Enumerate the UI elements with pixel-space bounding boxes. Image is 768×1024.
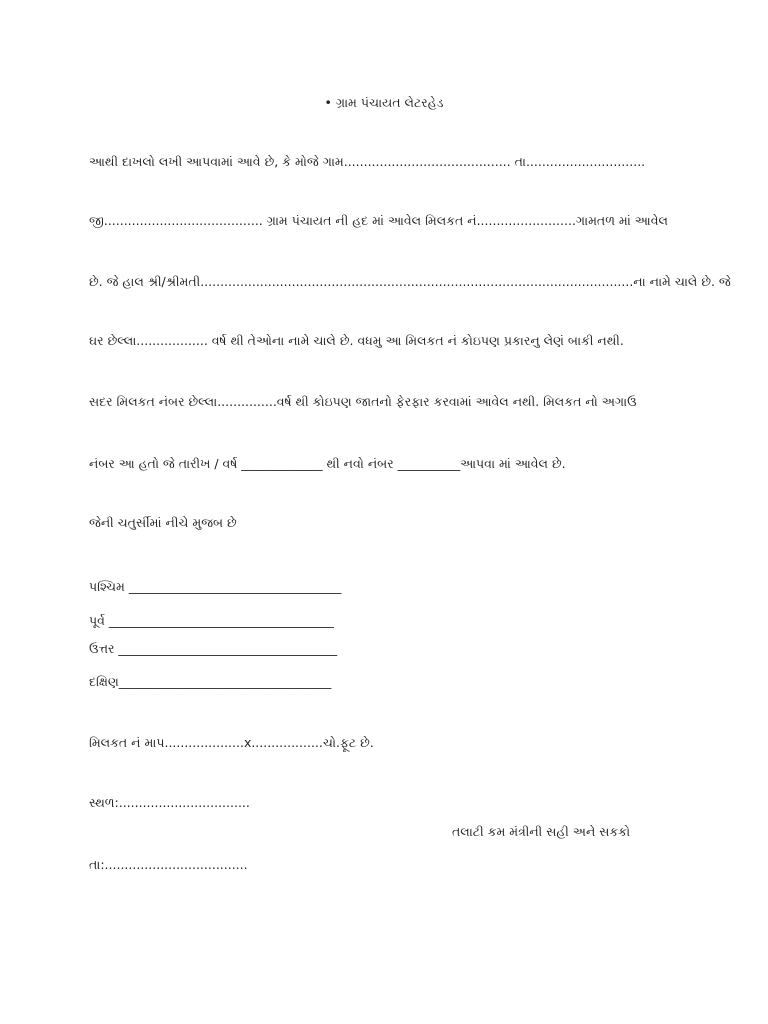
signature-label: તલાટી કમ મંત્રીની સહી અને સકકો xyxy=(452,824,631,839)
paragraph-line-1: આથી દાખલો લખી આપવામાં આવે છે, કે મોજે ગામ.......................................... તા.............................. xyxy=(89,154,646,169)
paragraph-line-2: જી........................................ ગ્રામ પંચાયત ની હદ માં આવેલ મિલકત નં.........................ગામતળ માં આવેલ xyxy=(89,213,668,228)
paragraph-line-5: સદર મિલકત નંબર છેલ્લા...............વર્ષ થી કોઇપણ જાતનો ફેરફાર કરવામાં આવેલ નથી. મિલકત નો અગાઉ xyxy=(89,394,637,409)
boundary-intro: જેની ચતુર્સીમાં નીચે મુજબ છે xyxy=(89,515,237,530)
boundary-north: ઉત્તર ___________________________________ xyxy=(89,641,338,656)
property-size: મિલકત નં માપ....................x..................ચો.ફૂટ છે. xyxy=(89,735,374,750)
boundary-west: પશ્ચિમ __________________________________ xyxy=(89,579,342,594)
date-field: તા:.................................... xyxy=(89,857,248,872)
place-field: સ્થળ:................................. xyxy=(89,795,250,810)
boundary-east: પૂર્વ ____________________________________ xyxy=(89,613,334,628)
paragraph-line-3: છે. જે હાલ શ્રી/શ્રીમતી.............................................................................................................ના નામે ચાલે છે. જે xyxy=(89,274,731,289)
paragraph-line-4: ઘર છેલ્લા.................. વર્ષ થી તેઓના નામે ચાલે છે. વધમુ આ મિલકત નં કોઇપણ પ્રકારનુ લેણં બાકી નથી. xyxy=(89,333,624,348)
paragraph-line-6: નંબર આ હતો જે તારીખ / વર્ષ _____________ થી નવો નંબર __________આપવા માં આવેલ છે. xyxy=(89,456,566,471)
letterhead-heading: • ગ્રામ પંચાયત લેટરહેડ xyxy=(324,95,444,110)
boundary-south: દક્ષિણ__________________________________ xyxy=(89,674,332,689)
